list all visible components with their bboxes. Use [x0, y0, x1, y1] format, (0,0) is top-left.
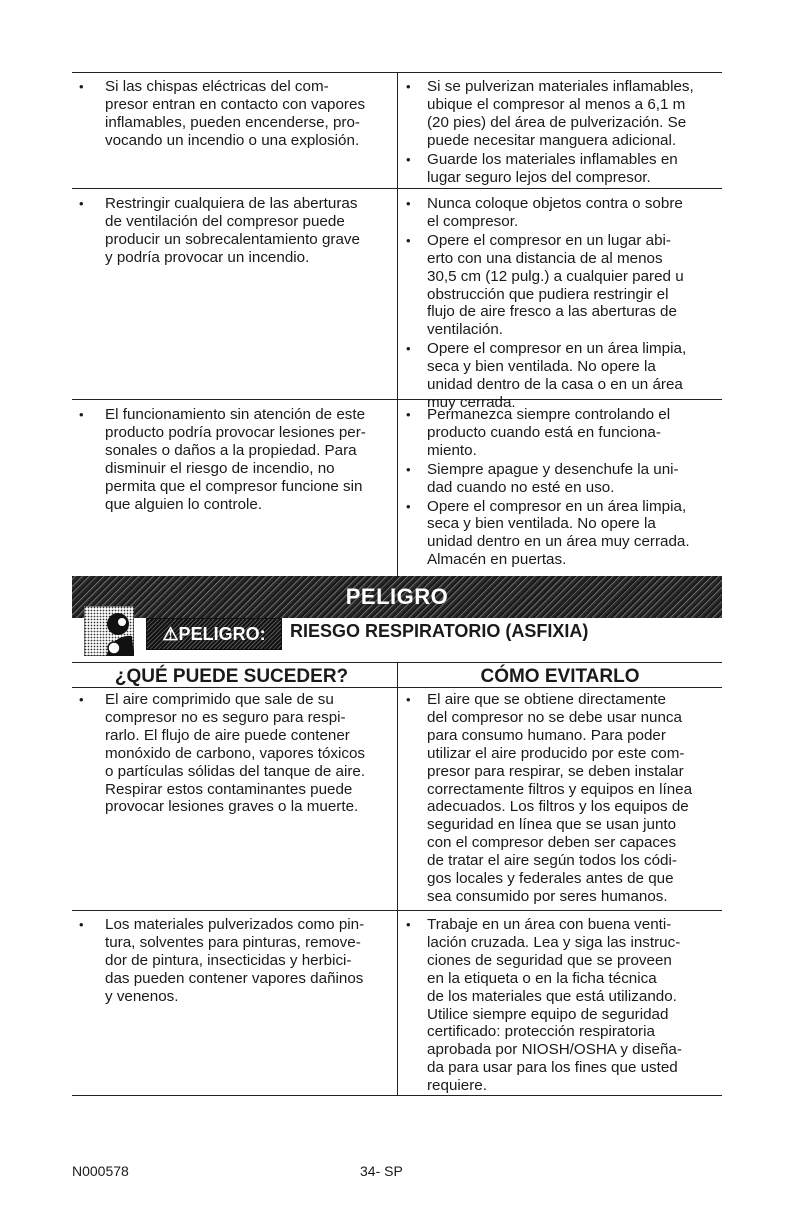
hazard-heading — [84, 604, 724, 660]
bullet-icon: • — [406, 79, 411, 94]
bullet-item: • Guarde los materiales inflamables en lugar seguro lejos del compresor. — [406, 150, 678, 186]
page-number: 34- SP — [360, 1163, 403, 1179]
bullet-icon: • — [79, 196, 84, 211]
bullet-item: • El aire que se obtiene directamente del compresor no se debe usar nunca para consumo humano. Para poder utilizar el aire producido por este com- presor para respirar, se deben instalar correctamente filtros y equipos en línea adecuados. Los filtros y los equipos de seguridad en línea que se usan junto con el compresor deben ser capaces de tratar el aire según todos los códi- gos locales y federales antes de que sea consumido por seres humanos. — [406, 691, 693, 905]
respiratory-hazard-icon — [84, 606, 134, 656]
table-row — [72, 72, 722, 188]
header-how-to-avoid: CÓMO EVITARLO — [480, 666, 640, 687]
hazard-cell — [72, 73, 398, 188]
table-row — [72, 687, 722, 910]
table-header — [72, 662, 722, 687]
hazard-cell — [72, 688, 398, 910]
bullet-icon: • — [79, 407, 84, 422]
bullet-icon: • — [406, 461, 411, 477]
table-row — [72, 910, 722, 1095]
hazard-cell — [72, 189, 398, 399]
bullet-icon: • — [406, 232, 411, 248]
bullet-icon: • — [406, 151, 411, 167]
bullet-icon: • — [79, 917, 84, 932]
bullet-item: • Los materiales pulverizados como pin- tura, solventes para pinturas, remove- dor de pintura, insecticidas y herbici- das pueden contener vapores dañinos y venenos. — [79, 916, 365, 1005]
table-row — [72, 399, 722, 578]
header-what-can-happen: ¿QUÉ PUEDE SUCEDER? — [72, 663, 398, 687]
bullet-item: • El aire comprimido que sale de su compresor no es seguro para respi- rarlo. El flujo de aire puede contener monóxido de carbono, vapores tóxicos o partículas sólidas del tanque de aire. Respirar estos contaminantes puede provocar lesiones graves o la muerte. — [79, 691, 366, 816]
hazard-cell — [72, 400, 398, 578]
hazard-title: RIESGO RESPIRATORIO (ASFIXIA) — [290, 621, 589, 641]
bullet-icon: • — [406, 498, 411, 514]
prevention-cell — [398, 400, 722, 578]
document-code: N000578 — [72, 1163, 129, 1179]
bullet-item: • Si se pulverizan materiales inflamables, ubique el compresor al menos a 6,1 m (20 pies) del área de pulverización. Se puede necesitar manguera adicional. — [406, 78, 694, 149]
bullet-icon: • — [79, 692, 84, 707]
bullet-icon: • — [406, 196, 411, 211]
respiratory-hazard-table — [72, 662, 722, 1096]
prevention-cell — [398, 73, 722, 188]
bullet-item: • Trabaje en un área con buena venti- lación cruzada. Lea y siga las instruc- ciones de seguridad que se proveen en la etiqueta o en la ficha técnica de los materiales que está utilizando. Utilice siempre equipo de seguridad certificado: protección respiratoria aprobada por NIOSH/OSHA y diseña- da para usar para los fines que usted requiere. — [406, 916, 682, 1095]
bullet-item: • Opere el compresor en un área limpia, seca y bien ventilada. No opere la unidad dentro en un área muy cerrada. Almacén en puertas. — [406, 497, 690, 569]
bullet-icon: • — [406, 917, 411, 932]
banner-title: PELIGRO — [345, 584, 449, 609]
bullet-item: • Si las chispas eléctricas del com- presor entran en contacto con vapores inflamables, pueden encenderse, pro- vocando un incendio o una explosión. — [79, 78, 366, 149]
bullet-item: • Opere el compresor en un área limpia, seca y bien ventilada. No opere la unidad dentro de la casa o en un área muy cerrada. — [406, 340, 687, 411]
danger-badge: ⚠PELIGRO: — [146, 618, 282, 650]
prevention-cell — [398, 688, 722, 910]
bullet-item: • Siempre apague y desenchufe la uni- dad cuando no esté en uso. — [406, 460, 679, 496]
fire-hazard-table — [72, 72, 722, 578]
bullet-item: • Opere el compresor en un lugar abi- erto con una distancia de al menos 30,5 cm (12 pulg.) a cualquier pared u obstrucción que pudiera restringir el flujo de aire fresco a las aberturas de ventilación. — [406, 231, 684, 339]
bullet-item: • Permanezca siempre controlando el producto cuando está en funciona- miento. — [406, 406, 671, 459]
bullet-icon: • — [406, 341, 411, 357]
bullet-icon: • — [406, 692, 411, 707]
bullet-icon: • — [79, 79, 84, 94]
bullet-item: • Restringir cualquiera de las aberturas de ventilación del compresor puede producir un sobrecalentamiento grave y podría provocar un incendio. — [79, 195, 360, 266]
table-row — [72, 188, 722, 411]
bullet-icon: • — [406, 407, 411, 422]
prevention-cell — [398, 189, 722, 411]
bullet-item: • El funcionamiento sin atención de este producto podría provocar lesiones per- sonales o daños a la propiedad. Para disminuir el riesgo de incendio, no permita que el compresor funcione sin que alguien lo controle. — [79, 406, 366, 513]
prevention-cell — [398, 911, 722, 1095]
hazard-cell — [72, 911, 398, 1095]
bullet-item: • Nunca coloque objetos contra o sobre el compresor. — [406, 195, 683, 230]
